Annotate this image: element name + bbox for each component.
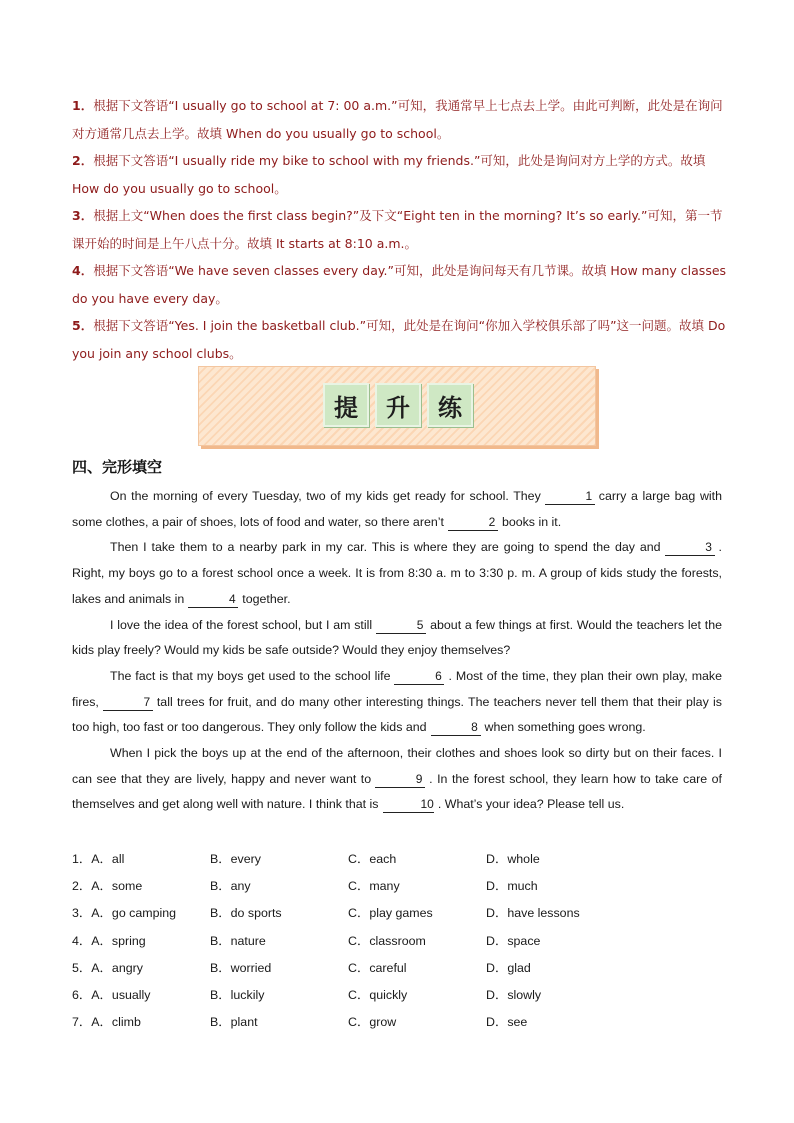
option-row — [72, 871, 732, 898]
option: D．slowly — [486, 988, 542, 1003]
option: 6．A．usually — [72, 988, 151, 1003]
option: D．glad — [486, 960, 531, 975]
option: C．quickly — [348, 988, 408, 1003]
option: B．worried — [210, 960, 272, 975]
answer-item: 5．根据下文答语“Yes. I join the basketball club.”可知，此处是在询问“你加入学校俱乐部了吗”这一问题。故填 Do you join any school clubs。 — [72, 318, 726, 361]
option: 1．A．all — [72, 851, 125, 866]
answer-item: 1．根据下文答语“I usually go to school at 7: 00 a.m.”可知，我通常早上七点去上学。由此可判断，此处是在询问对方通常几点去上学。故填 When do you usually go to school。 — [72, 98, 723, 141]
blank-5: 5 — [376, 618, 426, 634]
passage-paragraph: I love the idea of the forest school, but I am still 5 about a few things at first. Would the teachers let the kids play freely? Would my kids be safe outside? Would they enjoy themselves? — [72, 617, 722, 658]
blank-4: 4 — [188, 592, 238, 608]
option: D．space — [486, 933, 541, 948]
blank-8: 8 — [431, 720, 481, 736]
option: 3．A．go camping — [72, 906, 176, 921]
option: C．many — [348, 878, 400, 893]
option: B．plant — [210, 1015, 258, 1030]
banner-tile: 升 — [375, 383, 421, 427]
option: B．do sports — [210, 906, 282, 921]
option-row — [72, 980, 732, 1007]
option: 7．A．climb — [72, 1015, 141, 1030]
option-row — [72, 926, 732, 953]
banner-tile: 练 — [427, 383, 473, 427]
answer-item: 3．根据上文“When does the first class begin?”及下文“Eight ten in the morning? It’s so early.”可知，第一节课开始的时间是上午八点十分。故填 It starts at 8:10 a.m.。 — [72, 208, 723, 251]
option: B．luckily — [210, 988, 265, 1003]
blank-3: 3 — [665, 540, 715, 556]
option: 5．A．angry — [72, 960, 143, 975]
option: D．whole — [486, 851, 540, 866]
blank-1: 1 — [545, 489, 595, 505]
option: D．have lessons — [486, 906, 580, 921]
option-row — [72, 844, 732, 871]
passage-paragraph: When I pick the boys up at the end of the afternoon, their clothes and shoes look so dirty but on their faces. I can see that they are lively, happy and never want to 9 . In the forest school, they learn how to take care of themselves and get along well with nature. I think that is 10 . What’s your idea? Please tell us. — [72, 746, 722, 812]
passage-paragraph: On the morning of every Tuesday, two of my kids get ready for school. They 1 carry a large bag with some clothes, a pair of shoes, lots of food and water, so there aren’t 2 books in it. — [72, 489, 722, 529]
blank-6: 6 — [394, 669, 444, 685]
option: B．any — [210, 878, 251, 893]
cloze-passage — [72, 484, 722, 818]
option: D．see — [486, 1015, 528, 1030]
option: B．every — [210, 851, 261, 866]
answer-explanations — [72, 92, 732, 367]
passage-paragraph: The fact is that my boys get used to the school life 6 . Most of the time, they plan their own play, make fires, 7 tall trees for fruit, and do many other interesting things. The teachers never tell them that their play is too high, too fast or too dangerous. They only follow the kids and 8 when something goes wrong. — [72, 668, 722, 735]
section-title: 四、完形填空 — [72, 458, 163, 476]
section-banner — [198, 366, 596, 446]
blank-9: 9 — [375, 772, 425, 788]
option: C．classroom — [348, 933, 426, 948]
option: C．each — [348, 851, 397, 866]
banner-tiles — [323, 383, 473, 427]
option: 4．A．spring — [72, 933, 146, 948]
answer-item: 4．根据下文答语“We have seven classes every day.”可知，此处是询问每天有几节课。故填 How many classes do you have every day。 — [72, 263, 727, 306]
passage-paragraph: Then I take them to a nearby park in my car. This is where they are going to spend the day and 3 . Right, my boys go to a forest school once a week. It is from 8:30 a. m to 3:30 p. m. A group of kids study the forests, lakes and animals in 4 together. — [72, 540, 722, 606]
option: B．nature — [210, 933, 266, 948]
choice-options — [72, 844, 732, 1035]
blank-10: 10 — [383, 797, 434, 813]
option-row — [72, 899, 732, 926]
answer-item: 2．根据下文答语“I usually ride my bike to school with my friends.”可知，此处是询问对方上学的方式。故填 How do you usually go to school。 — [72, 153, 706, 196]
blank-7: 7 — [103, 695, 153, 711]
option: C．careful — [348, 960, 407, 975]
option-row — [72, 953, 732, 980]
option: D．much — [486, 878, 538, 893]
banner-tile: 提 — [323, 383, 369, 427]
option: 2．A．some — [72, 878, 143, 893]
option: C．play games — [348, 906, 433, 921]
option-row — [72, 1008, 732, 1035]
blank-2: 2 — [448, 515, 498, 531]
option: C．grow — [348, 1015, 397, 1030]
